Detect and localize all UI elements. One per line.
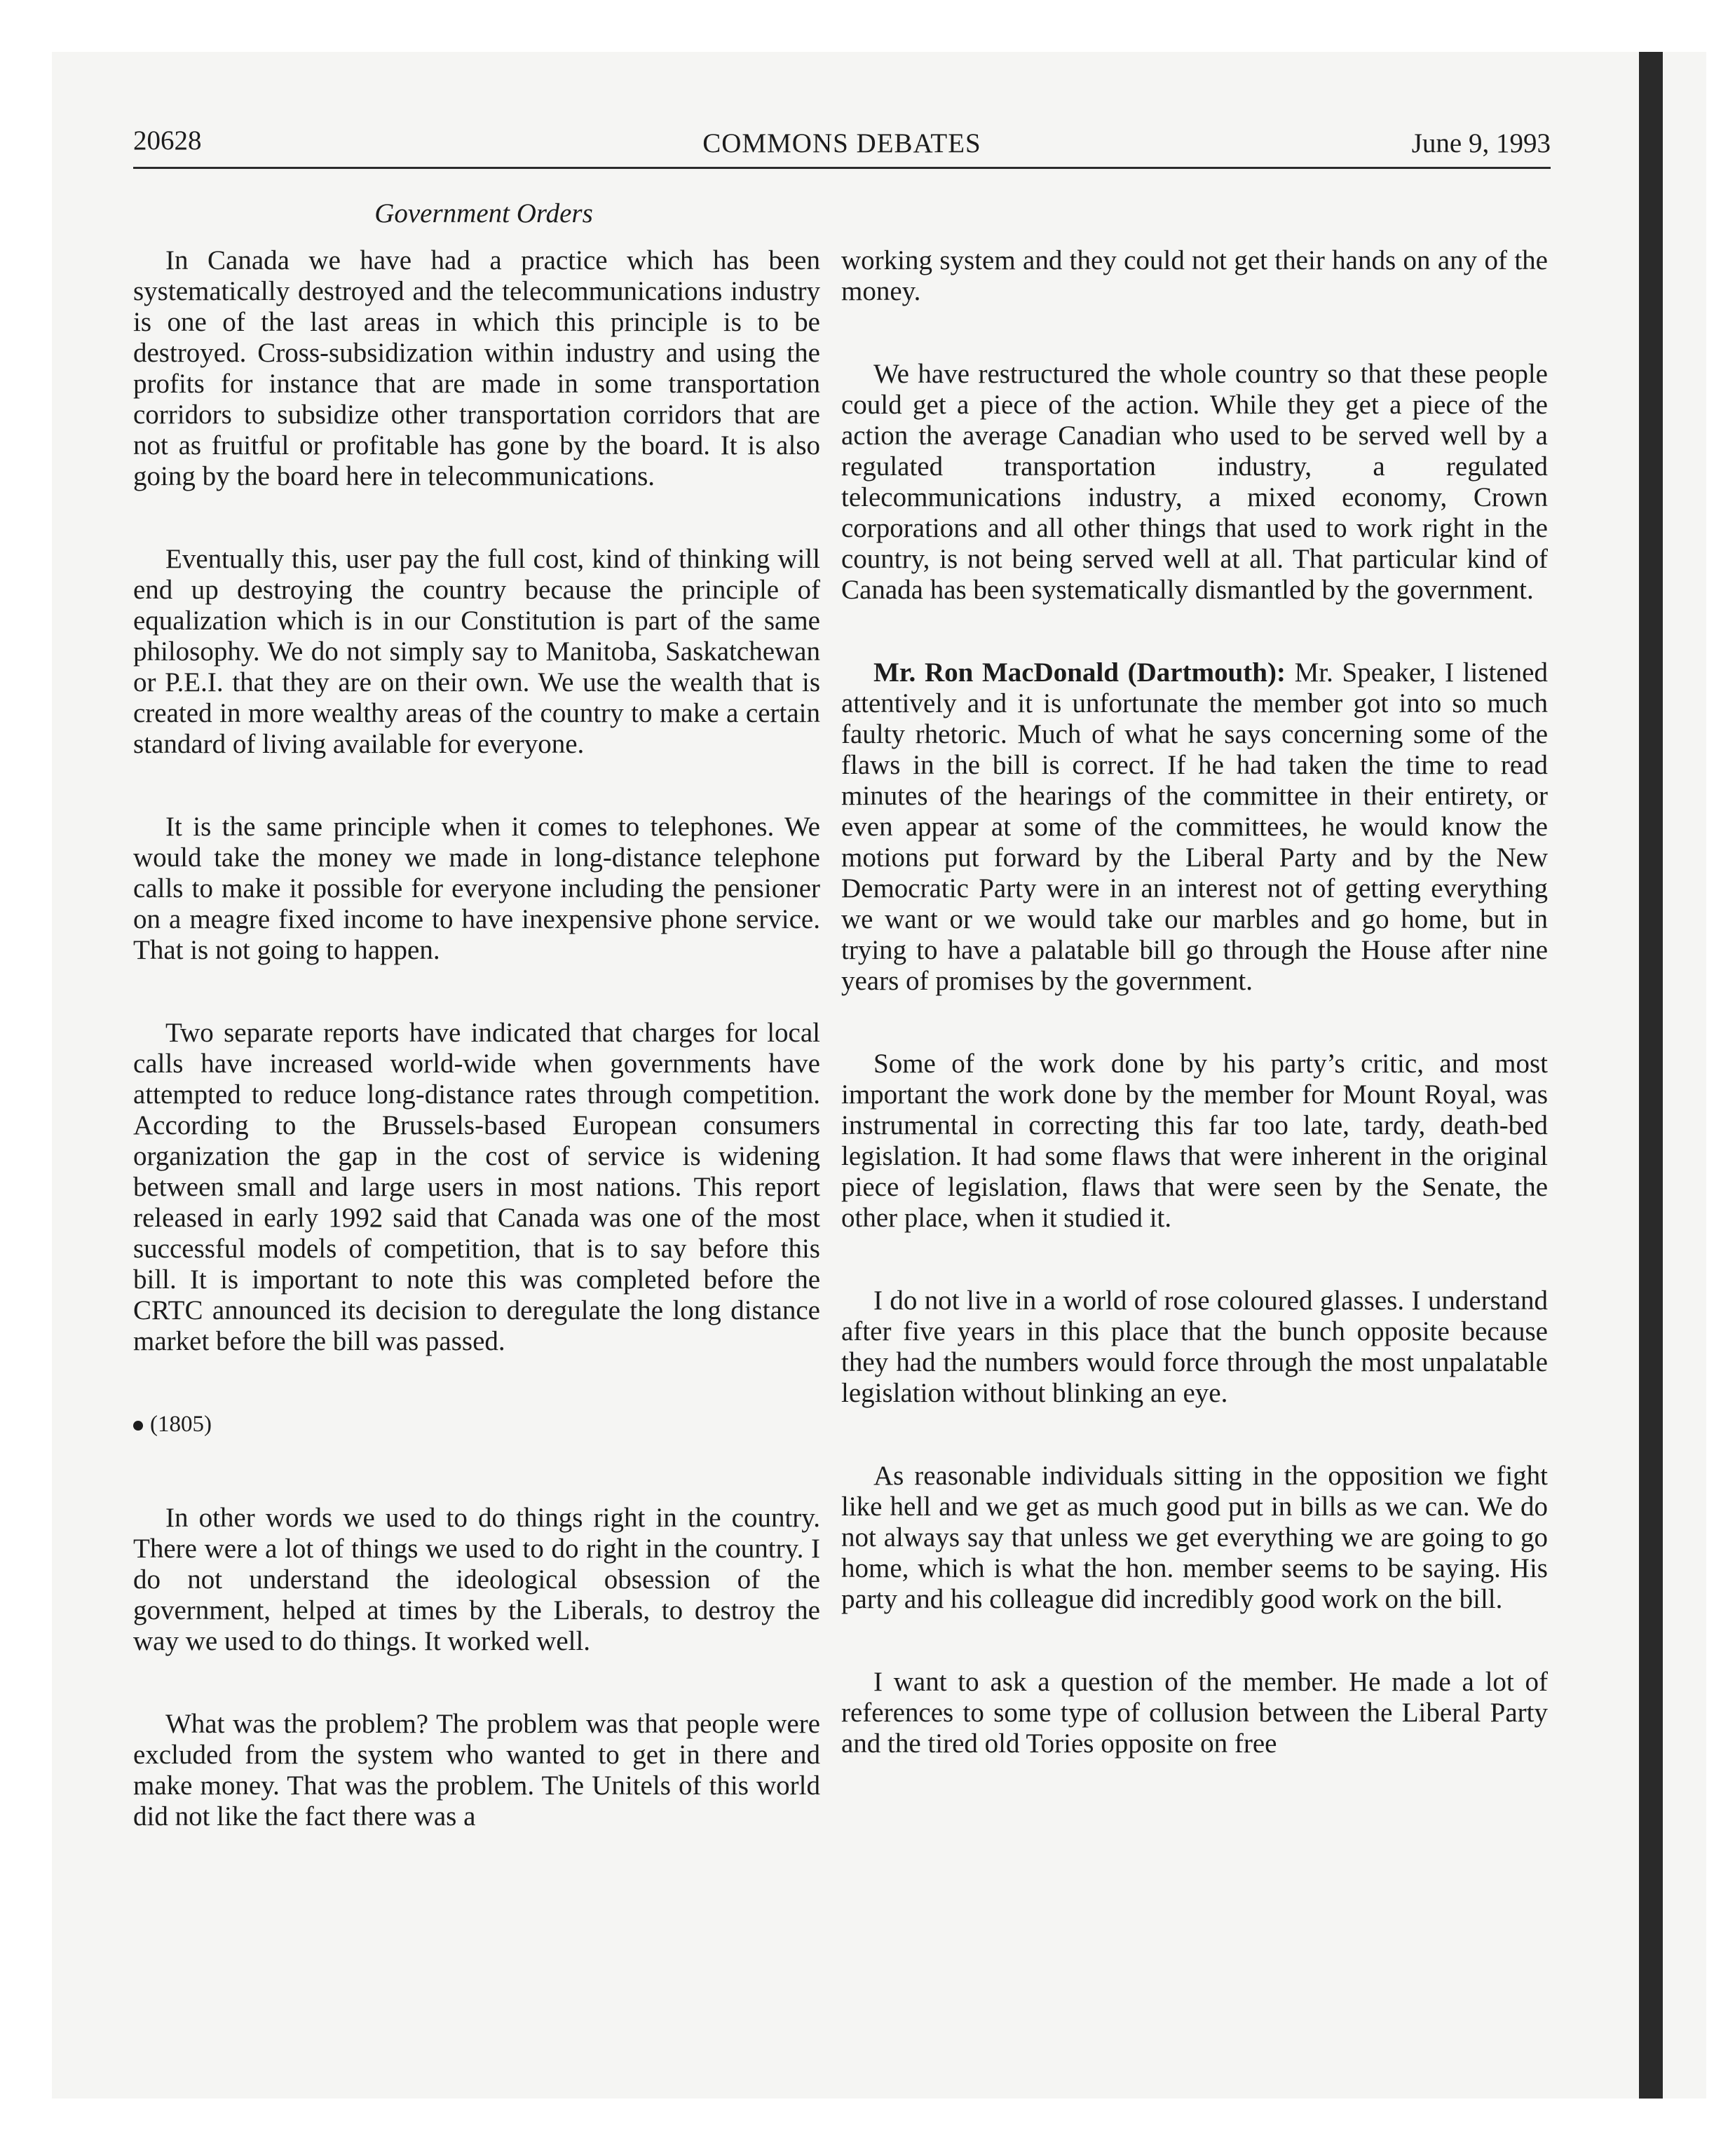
bullet-icon [133,1421,143,1431]
header-date: June 9, 1993 [1411,128,1551,158]
left-column [133,245,820,1832]
paragraph: working system and they could not get their hands on any of the money. [841,245,1548,306]
speaker-name: Mr. Ron MacDonald (Dartmouth): [873,657,1286,688]
speech-text: Mr. Speaker, I listened attentively and it is unfortunate the member got into so much faulty rhetoric. Much of what he says concerning some of the flaws in the bill is correct. If he had taken the time to read minutes of the hearings of the committee in their entirety, or even appear at some of the committees, he would know the motions put forward by the Liberal Party and by the New Democratic Party were in an interest not of getting everything we want or we would take our marbles and go home, but in trying to have a palatable bill go through the House after nine years of promises by the government. [841,657,1548,996]
paragraph: In Canada we have had a practice which has been systematically destroyed and the telecommunications industry is one of the last areas in which this principle is to be destroyed. Cross-subsidization within industry and using the profits for instance that are made in some transportation corridors to subsidize other transportation corridors that are not as fruitful or profitable has gone by the board. It is also going by the board here in telecommunications. [133,245,820,491]
section-title: Government Orders [374,198,593,228]
paragraph: Some of the work done by his party’s critic, and most important the work done by the member for Mount Royal, was instrumental in correcting this far too late, tardy, death-bed legislation. It had some flaws that were inherent in the original piece of legislation, flaws that were seen by the Senate, the other place, when it studied it. [841,1049,1548,1233]
header-rule [133,167,1551,169]
paragraph: It is the same principle when it comes to telephones. We would take the money we made in long-distance telephone calls to make it possible for everyone including the pensioner on a meagre fixed income to have inexpensive phone service. That is not going to happen. [133,812,820,965]
paragraph: Eventually this, user pay the full cost, kind of thinking will end up destroying the country because the principle of equalization which is in our Constitution is part of the same philosophy. We do not simply say to Manitoba, Saskatchewan or P.E.I. that they are on their own. We use the wealth that is created in more wealthy areas of the country to make a certain standard of living available for everyone. [133,544,820,759]
time-marker [133,1409,820,1440]
paragraph: In other words we used to do things right in the country. There were a lot of things we used to do right in the country. I do not understand the ideological obsession of the government, helped at times by the Liberals, to destroy the way we used to do things. It worked well. [133,1503,820,1656]
paragraph: I want to ask a question of the member. He made a lot of references to some type of collusion between the Liberal Party and the tired old Tories opposite on free [841,1667,1548,1759]
scan-edge-shadow [1639,52,1663,2099]
paragraph: Two separate reports have indicated that charges for local calls have increased world-wide when governments have attempted to reduce long-distance rates through competition. According to the Brussels-based European consumers organization the gap in the cost of service is widening between small and large users in most nations. This report released in early 1992 said that Canada was one of the most successful models of competition, that is to say before this bill. It is important to note this was completed before the CRTC announced its decision to deregulate the long distance market before the bill was passed. [133,1018,820,1356]
time-marker-text: (1805) [150,1412,212,1437]
paragraph: What was the problem? The problem was that people were excluded from the system who wanted to get in there and make money. That was the problem. The Unitels of this world did not like the fact there was a [133,1709,820,1831]
paragraph: We have restructured the whole country so that these people could get a piece of the action. While they get a piece of the action the average Canadian who used to be served well by a regulated transportation industry, a regulated telecommunications industry, a mixed economy, Crown corporations and all other things that used to work right in the country, is not being served well at all. That particular kind of Canada has been systematically dismantled by the government. [841,359,1548,605]
paragraph: As reasonable individuals sitting in the opposition we fight like hell and we get as much good put in bills as we can. We do not always say that unless we get everything we are going to go home, which is what the hon. member seems to be saying. His party and his colleague did incredibly good work on the bill. [841,1461,1548,1614]
speech-paragraph [841,657,1548,997]
right-column [841,245,1548,1759]
page-number: 20628 [133,125,202,156]
paragraph: I do not live in a world of rose coloured glasses. I understand after five years in this place that the bunch opposite because they had the numbers would force through the most unpalatable legislation without blinking an eye. [841,1285,1548,1408]
masthead-title: COMMONS DEBATES [702,128,981,158]
page-header [133,125,1551,167]
